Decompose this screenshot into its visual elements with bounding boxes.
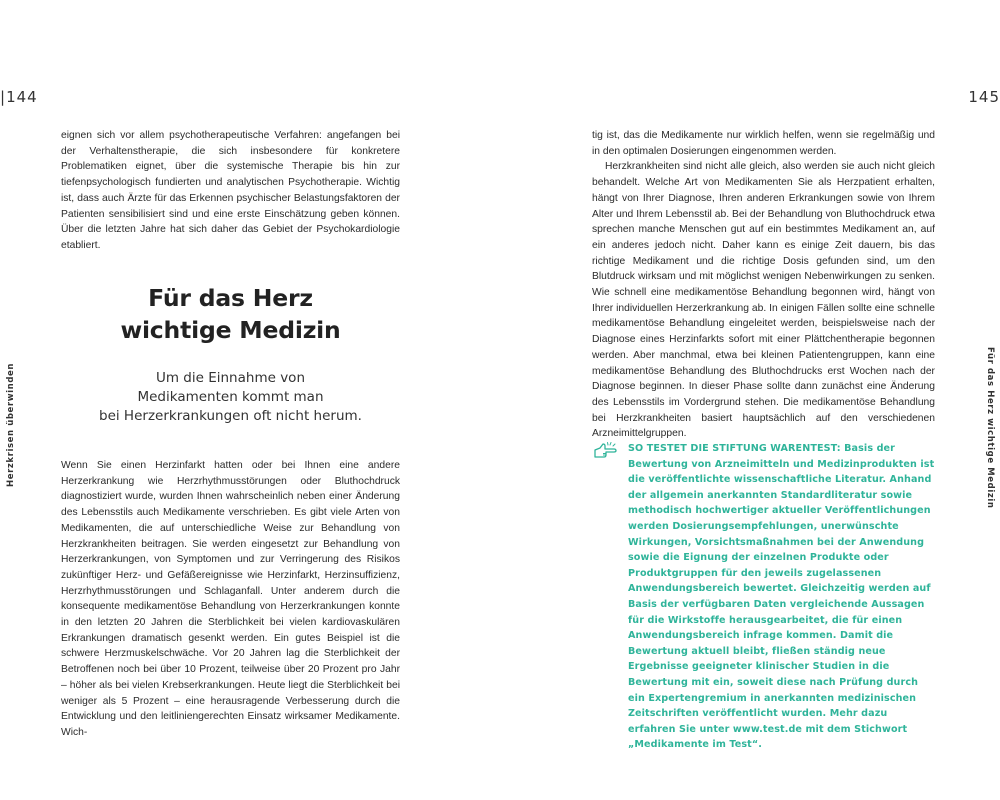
section-subheading: Um die Einnahme von Medikamenten kommt man bei Herzerkrankungen oft nicht herum.: [99, 370, 362, 424]
pointing-hand-icon: [592, 441, 618, 461]
section-heading: Für das Herz wichtige Medizin: [120, 284, 341, 344]
infobox-lead: SO TESTET DIE STIFTUNG WARENTEST:: [628, 443, 841, 454]
body-paragraph-left: Wenn Sie einen Herzinfarkt hatten oder bei Ihnen eine andere Herzerkrankung wie Herzrhythmusstörungen oder Bluthochdruck diagnostiziert wurde, wurden Ihnen wahrscheinlich neben einer Änderung des Lebensstils auch Medikamente verschrieben. Es gibt viele Arten von Medikamenten, die auf unterschiedliche Weise zur Behandlung von Herzkrankheiten beitragen. Sie werden eingesetzt zur Behandlung von Herzerkrankungen, von Symptomen und zur Verringerung des Risikos zukünftiger Herz- und Gefäßereignisse wie Herzinfarkt, Herzinsuffizienz, Herzrhythmusstörungen und Schlaganfall. Unter anderem durch die konsequente medikamentöse Behandlung von Herzerkrankungen konnte in den letzten 20 Jahren die Sterblichkeit bei vielen kardiovaskulären Erkrankungen dramatisch gesenkt werden. Ein gutes Beispiel ist die schwere Herzmuskelschwäche. Vor 20 Jahren lag die Sterblichkeit der Betroffenen noch bei über 10 Prozent, teilweise über 20 Prozent pro Jahr – höher als bei vielen Krebserkrankungen. Heute liegt die Sterblichkeit bei weniger als 5 Prozent – eine herausragende Verbesserung durch die Entwicklung und den leitliniengerechten Einsatz wirksamer Medikamente. Wich-: [61, 460, 400, 738]
running-head-left: Herzkrisen überwinden: [6, 362, 16, 487]
page-number-right: 145: [968, 88, 1000, 106]
running-head-right: Für das Herz wichtige Medizin: [985, 347, 995, 509]
page-number-left: |144: [0, 88, 38, 106]
infobox-text: Basis der Bewertung von Arzneimitteln und Medizinprodukten ist die veröffentlichte wissenschaftliche Literatur. Anhand der allgemein anerkannten Standardliteratur sowie methodisch hochwertiger aktueller Veröffentlichungen werden Dosierungsempfehlungen, unerwünschte Wirkungen, Vorsichtsmaßnahmen bei der Anwendung sowie die Eignung der einzelnen Produkte oder Produktgruppen für den jeweils zugelassenen Anwendungsbereich bewertet. Gleichzeitig werden auf Basis der verfügbaren Daten vergleichende Aussagen für die Wirkstoffe herausgearbeitet, die für einen Anwendungsbereich infrage kommen. Damit die Bewertung aktuell bleibt, fließen ständig neue Ergebnisse geeigneter klinischer Studien in die Bewertung mit ein, soweit diese nach Prüfung durch ein Expertengremium in anerkannten medizinischen Zeitschriften veröffentlicht wurden. Mehr dazu erfahren Sie unter www.test.de mit dem Stichwort „Medikamente im Test“.: [628, 443, 935, 751]
warentest-infobox: [628, 441, 936, 753]
body-paragraph-right-1: tig ist, das die Medikamente nur wirklich helfen, wenn sie regelmäßig und in den optimalen Dosierungen eingenommen werden.: [592, 130, 935, 157]
intro-paragraph: eignen sich vor allem psychotherapeutische Verfahren: angefangen bei der Verhaltenstherapie, die sich insbesondere für konkretere Problematiken eignet, über die systemische Therapie bis hin zur tiefenpsychologisch fundierten und analytischen Psychotherapie. Wichtig ist, dass auch Ärzte für das Erkennen psychischer Belastungsfaktoren der Patienten sensibilisiert sind und eine erste Einschätzung geben können. Über die letzten Jahre hat sich daher das Gebiet der Psychokardiologie etabliert.: [61, 130, 400, 251]
body-column-right: [592, 128, 935, 442]
body-paragraph-right-2: Herzkrankheiten sind nicht alle gleich, also werden sie auch nicht gleich behandelt. Welche Art von Medikamenten Sie als Herzpatient erhalten, hängt von Ihrer Diagnose, Ihren anderen Erkrankungen sowie von Ihrem Alter und Ihrem Lebensstil ab. Bei der Behandlung von Bluthochdruck etwa sprechen manche Menschen gut auf ein bestimmtes Medikament an, auf ein anderes jedoch nicht. Daher kann es einige Zeit dauern, bis das richtige Medikament und die richtige Dosis gefunden sind, um den Blutdruck wirksam und mit möglichst wenigen Nebenwirkungen zu senken. Wie schnell eine medikamentöse Behandlung begonnen wird, hängt von Ihrer individuellen Herzerkrankung ab. In einigen Fällen sollte eine schnelle medikamentöse Behandlung eingeleitet werden, beispielsweise nach der Diagnose eines Herzinfarkts sofort mit einer Plättchentherapie begonnen werden. Aber manchmal, etwa bei kleinen Patientengruppen, kann eine medikamentöse Behandlung des Bluthochdrucks erst Wochen nach der Diagnose beginnen. In dieser Phase sollte dann zunächst eine Änderung des Lebensstils im Vordergrund stehen. Die medikamentöse Behandlung bei Herzkrankheiten basiert hauptsächlich auf den verschiedenen Arzneimittelgruppen.: [592, 161, 935, 440]
